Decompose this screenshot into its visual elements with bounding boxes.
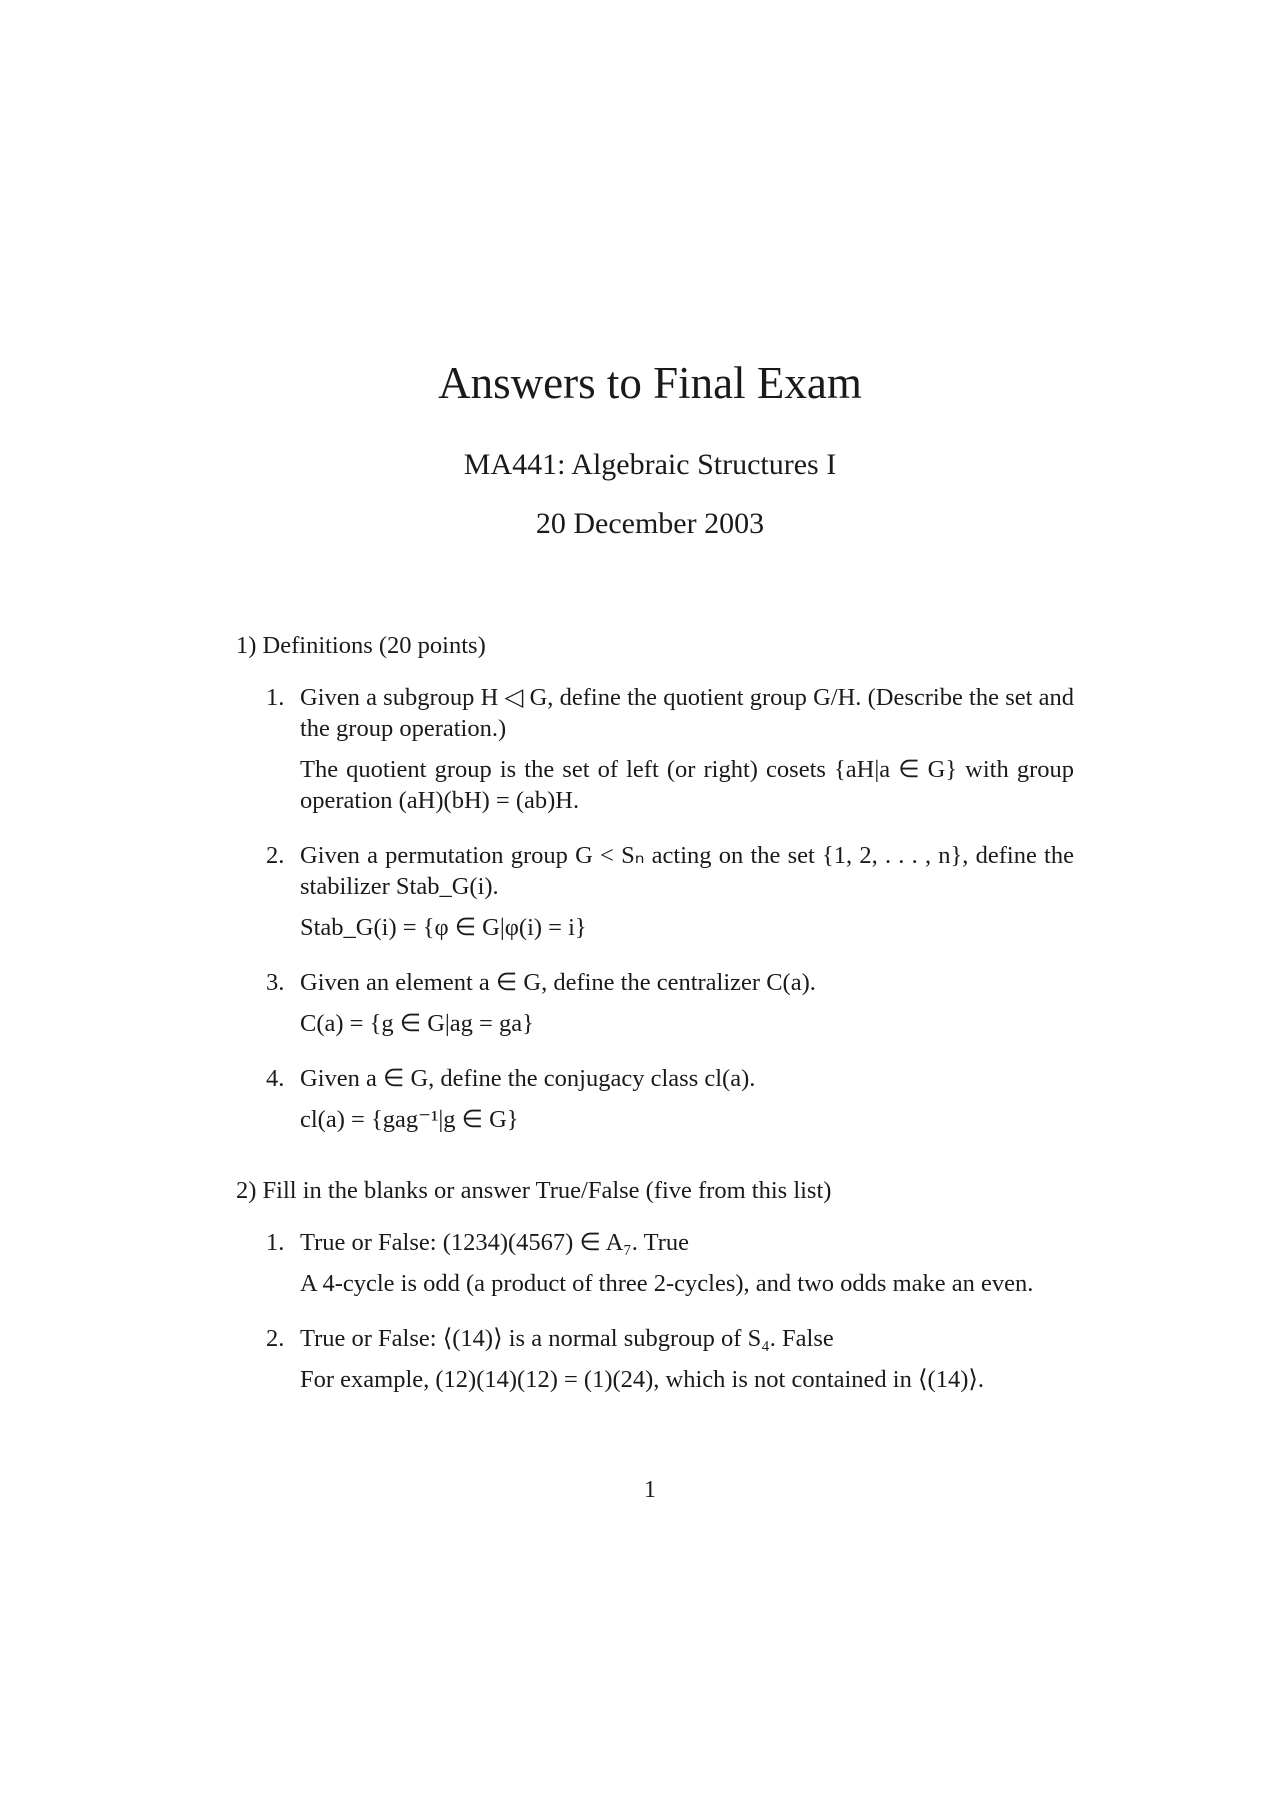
list-item (236, 1323, 1074, 1395)
page-number: 1 (644, 1477, 656, 1503)
section-heading: 1) Definitions (20 points) (236, 632, 486, 659)
answer-text: Stab_G(i) = {φ ∈ G|φ(i) = i} (300, 914, 587, 941)
question-text: Given a subgroup H ◁ G, define the quotient group G/H. (Describe the set and the group operation.) (300, 684, 1074, 742)
list-item (236, 682, 1074, 816)
question-text: Given a ∈ G, define the conjugacy class cl(a). (300, 1065, 756, 1092)
question-text: Given a permutation group G < Sₙ acting on the set {1, 2, . . . , n}, define the stabilizer Stab_G(i). (300, 842, 1074, 900)
item-number: 1. (266, 684, 285, 711)
answer-text: cl(a) = {gag⁻¹|g ∈ G} (300, 1106, 519, 1133)
list-item (236, 1063, 1074, 1135)
answer-text: A 4-cycle is odd (a product of three 2-cycles), and two odds make an even. (300, 1270, 1034, 1297)
document-title: Answers to Final Exam (438, 358, 862, 408)
course-name: MA441: Algebraic Structures I (463, 448, 837, 481)
section-heading: 2) Fill in the blanks or answer True/False (five from this list) (236, 1177, 832, 1204)
question-text: True or False: (1234)(4567) ∈ A₇. True (300, 1229, 689, 1256)
answers-content (236, 630, 1074, 1419)
item-number: 4. (266, 1065, 285, 1092)
question-text: Given an element a ∈ G, define the centralizer C(a). (300, 969, 816, 996)
list-item (236, 840, 1074, 943)
answer-text: For example, (12)(14)(12) = (1)(24), which is not contained in ⟨(14)⟩. (300, 1366, 985, 1393)
section-definitions (236, 630, 1074, 1135)
item-number: 3. (266, 969, 285, 996)
item-number: 2. (266, 1325, 285, 1352)
item-number: 2. (266, 842, 285, 869)
section-true-false (236, 1175, 1074, 1395)
list-item (236, 1227, 1074, 1299)
list-item (236, 967, 1074, 1039)
exam-date: 20 December 2003 (535, 507, 765, 540)
item-number: 1. (266, 1229, 285, 1256)
question-text: True or False: ⟨(14)⟩ is a normal subgroup of S₄. False (300, 1325, 834, 1352)
answer-text: C(a) = {g ∈ G|ag = ga} (300, 1010, 534, 1037)
answer-text: The quotient group is the set of left (or right) cosets {aH|a ∈ G} with group operation (aH)(bH) = (ab)H. (300, 756, 1074, 814)
